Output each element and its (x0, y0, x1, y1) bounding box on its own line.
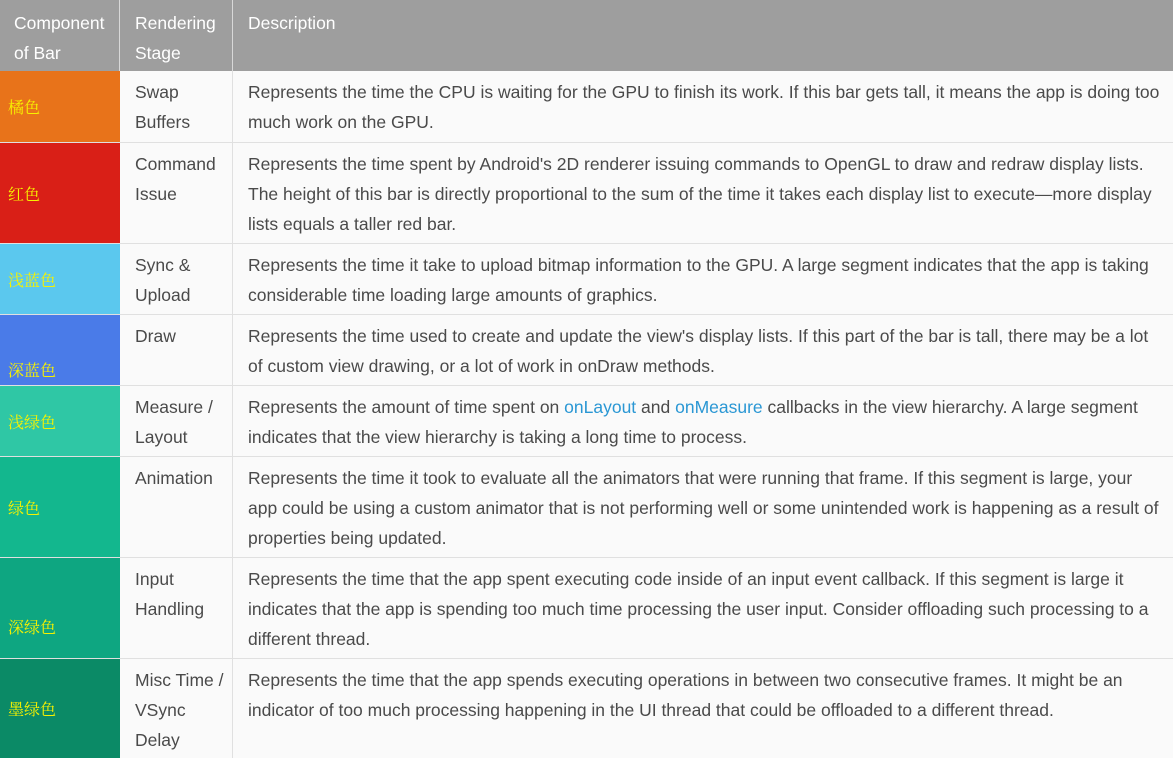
stage-description: Represents the time spent by Android's 2D renderer issuing commands to OpenGL to draw and redraw display lists. The height of this bar is directly proportional to the sum of the time it takes each display list to execute—more display lists equals a taller red bar. (248, 154, 1152, 234)
color-swatch (0, 71, 120, 142)
onlayout-link[interactable]: onLayout (564, 397, 637, 417)
color-swatch (0, 457, 120, 557)
table-row (0, 386, 1173, 457)
color-name: 浅绿色 (8, 412, 57, 432)
stage-description: Represents the time that the app spent executing code inside of an input event callback. If this segment is large it indicates that the app is spending too much time processing the user input. Consider offloading such processing to a different thread. (248, 569, 1149, 649)
stage-name: Animation (120, 457, 233, 557)
color-name: 深蓝色 (8, 361, 57, 380)
header-component: Component of Bar (0, 0, 120, 71)
stage-description: Represents the time it took to evaluate all the animators that were running that frame. If this segment is large, your app could be using a custom animator that is not performing well or some unintended work is happening as a result of properties being updated. (248, 468, 1159, 548)
desc-text: and (636, 397, 676, 417)
stage-name: Input Handling (120, 558, 233, 658)
color-name: 橘色 (8, 98, 41, 117)
color-name: 浅蓝色 (8, 270, 57, 290)
stage-description: Represents the time the CPU is waiting for the GPU to finish its work. If this bar gets tall, it means the app is doing too much work on the GPU. (248, 82, 1160, 132)
stage-name: Swap Buffers (120, 71, 233, 142)
table-row (0, 143, 1173, 244)
stage-description (233, 386, 1173, 456)
color-swatch (0, 386, 120, 456)
onmeasure-link[interactable]: onMeasure (675, 397, 763, 417)
color-swatch (0, 315, 120, 385)
stage-description: Represents the time it take to upload bitmap information to the GPU. A large segment indicates that the app is taking considerable time loading large amounts of graphics. (248, 255, 1149, 305)
table-row (0, 457, 1173, 558)
color-swatch (0, 659, 120, 758)
table-row (0, 315, 1173, 386)
stage-name: Sync & Upload (120, 244, 233, 314)
stage-description: Represents the time used to create and update the view's display lists. If this part of the bar is tall, there may be a lot of custom view drawing, or a lot of work in onDraw methods. (248, 326, 1149, 376)
color-name: 深绿色 (8, 618, 57, 637)
stage-name: Draw (120, 315, 233, 385)
stage-name: Measure / Layout (120, 386, 233, 456)
color-name: 绿色 (8, 498, 41, 518)
table-header (0, 0, 1173, 71)
desc-text: callbacks in the view hierarchy. A large segment indicates that the view hierarchy is taking a long time to process. (248, 397, 1138, 447)
color-swatch (0, 558, 120, 658)
table-row (0, 71, 1173, 143)
color-swatch (0, 244, 120, 314)
desc-text: Represents the amount of time spent on (248, 397, 565, 417)
color-name: 红色 (8, 184, 41, 204)
color-swatch (0, 143, 120, 243)
table-row (0, 244, 1173, 315)
stage-name: Command Issue (120, 143, 233, 243)
stage-description: Represents the time that the app spends executing operations in between two consecutive frames. It might be an indicator of too much processing happening in the UI thread that could be offloaded to a different thread. (248, 670, 1123, 720)
color-name: 墨绿色 (8, 700, 57, 719)
table-row (0, 659, 1173, 758)
stage-name: Misc Time / VSync Delay (120, 659, 233, 758)
header-stage: Rendering Stage (120, 0, 233, 71)
header-description: Description (248, 13, 336, 33)
table-row (0, 558, 1173, 659)
